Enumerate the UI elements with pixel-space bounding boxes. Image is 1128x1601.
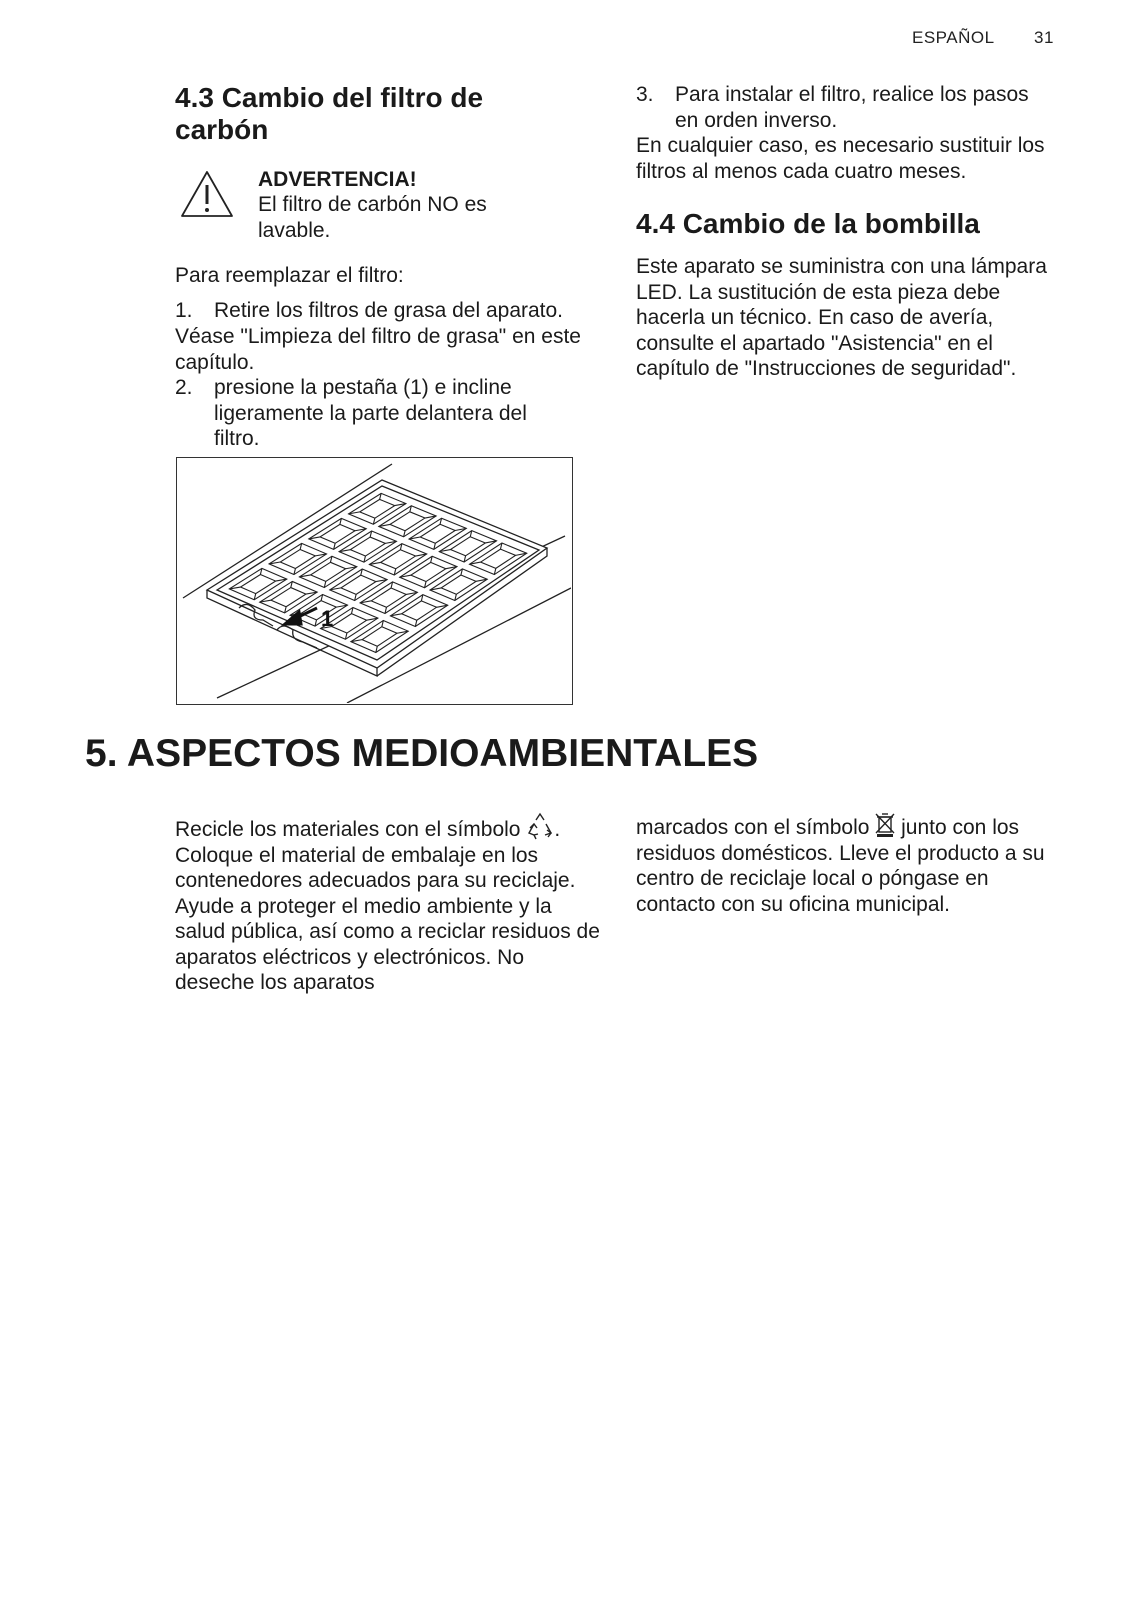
intro-text: Para reemplazar el filtro: [175, 264, 404, 287]
section-5-title: 5. ASPECTOS MEDIOAMBIENTALES [85, 732, 759, 775]
section-5-col1 [175, 812, 605, 996]
section-4-3-title: 4.3 Cambio del filtro de carbón [175, 82, 484, 145]
step-3-number: 3. [636, 83, 654, 106]
warning-triangle-icon [180, 170, 234, 218]
step-2-text: presione la pestaña (1) e incline ligeramente la parte delantera del filtro. [214, 376, 527, 450]
recycle-icon [526, 812, 554, 840]
section-4-4-title: 4.4 Cambio de la bombilla [636, 208, 980, 239]
section-5-col2-start: marcados con el símbolo [636, 816, 870, 839]
step-3-text: Para instalar el filtro, realice los pasos en orden inverso. [675, 83, 1029, 132]
section-5-col1-start: Recicle los materiales con el símbolo [175, 818, 521, 841]
carbon-filter-illustration [177, 458, 571, 703]
step-1-number: 1. [175, 299, 193, 322]
step-2-number: 2. [175, 376, 193, 399]
section-4-4-body: Este aparato se suministra con una lámpara LED. La sustitución de esta pieza debe hacerla un técnico. En caso de avería, consulte el apartado "Asistencia" en el capítulo de "Instrucciones de seguridad". [636, 255, 1047, 380]
figure-callout-1: 1 [321, 606, 334, 631]
warning-text: El filtro de carbón NO es lavable. [258, 193, 487, 242]
crossed-bin-icon [875, 812, 895, 838]
closing-text: En cualquier caso, es necesario sustituir los filtros al menos cada cuatro meses. [636, 134, 1045, 183]
page-number: 31 [1034, 28, 1054, 47]
carbon-filter-figure [176, 457, 573, 705]
section-5-col1-rest: . Coloque el material de embalaje en los contenedores adecuados para su reciclaje. Ayude a proteger el medio ambiente y la salud pública, así como a reciclar residuos de aparatos eléctricos y electrónicos. No deseche los aparatos [175, 818, 600, 994]
warning-title: ADVERTENCIA! [258, 168, 417, 191]
section-5-col2 [636, 812, 1066, 917]
header-language: ESPAÑOL [912, 28, 995, 47]
step-1-note: Véase "Limpieza del filtro de grasa" en este capítulo. [175, 325, 581, 374]
section-5-col2-rest: junto con los residuos domésticos. Lleve el producto a su centro de reciclaje local o póngase en contacto con su oficina municipal. [636, 816, 1045, 916]
step-1-text: Retire los filtros de grasa del aparato. [214, 299, 564, 322]
